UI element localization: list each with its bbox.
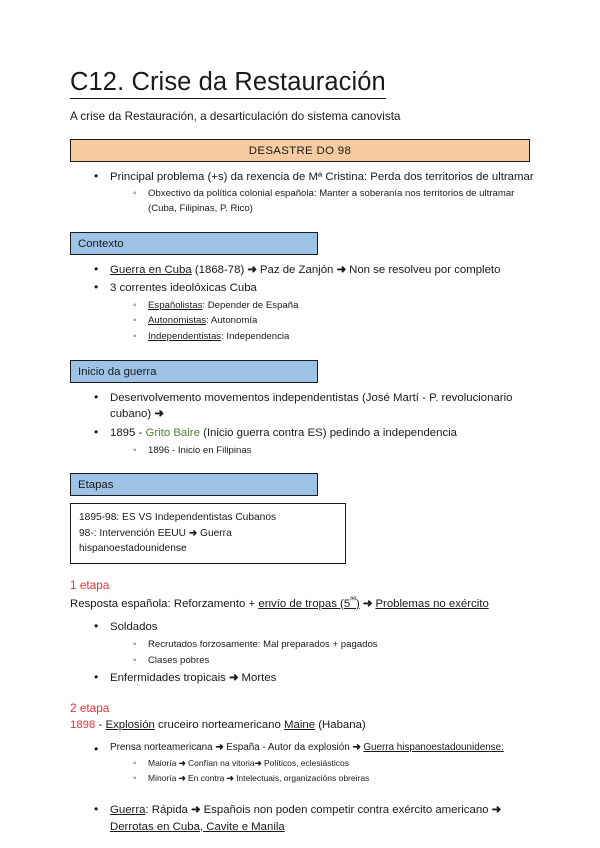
etapa-1-term-envio-tropas-text: envío de tropas (5 bbox=[258, 597, 351, 610]
list-item bbox=[110, 670, 538, 687]
contexto-bullet-2: • 3 correntes ideolóxicas Cuba bbox=[110, 280, 538, 297]
etapa-2-sub-maioria-pre: Maioría bbox=[148, 758, 179, 769]
contexto-corrente-1-def: : Depender de España bbox=[202, 299, 299, 311]
etapa-2-bullet-2-mid: : Rápida bbox=[145, 803, 192, 816]
etapa-1-bullet-1: • Soldados bbox=[110, 619, 538, 636]
etapa-1-term-envio-tropas-sup: ªª bbox=[350, 594, 356, 604]
arrow-icon: ➜ bbox=[352, 741, 361, 753]
page-title-wrap bbox=[70, 68, 538, 101]
contexto-corrente-1-term: Españolistas bbox=[148, 299, 203, 311]
etapa-2-lead bbox=[70, 717, 538, 734]
etapa-1-term-problemas-exercito: Problemas no exército bbox=[375, 597, 489, 610]
etapa-1-bullet-2-pre: Enfermidades tropicais bbox=[110, 672, 230, 685]
list-item bbox=[110, 741, 538, 785]
arrow-icon: ➜ bbox=[336, 263, 346, 276]
contexto-corrente-3-def: : Independencia bbox=[221, 330, 290, 342]
list-item bbox=[148, 444, 538, 459]
etapa-2-term-derrotas: Derrotas en Cuba, Cavite e Manila bbox=[110, 820, 285, 833]
etapa-2-sub-minoria-pre: Minoría bbox=[148, 772, 179, 783]
etapa-2-sub-maioria-end: Políticos, eclesiásticos bbox=[261, 758, 349, 769]
etapa-2-bullet-1-mid: España - Autor da explosión bbox=[223, 741, 353, 753]
inicio-bullet-2-sub-1: ◦ 1896 - Inicio en Filipinas bbox=[148, 444, 538, 459]
contexto-corrente-2-term: Autonomistas bbox=[148, 315, 207, 327]
list-item bbox=[110, 262, 538, 279]
list-item bbox=[110, 425, 538, 458]
list-item bbox=[110, 619, 538, 668]
etapa-2-term-guerra: Guerra bbox=[110, 803, 146, 816]
arrow-icon: ➜ bbox=[188, 527, 198, 539]
etapa-1-lead bbox=[70, 594, 538, 612]
etapa-2-sub-minoria-mid: En contra bbox=[185, 772, 227, 783]
arrow-icon: ➜ bbox=[491, 803, 502, 816]
arrow-icon: ➜ bbox=[362, 597, 373, 610]
heading-etapa-2: 2 etapa bbox=[70, 701, 110, 715]
contexto-bullet-1 bbox=[110, 262, 538, 279]
list-item bbox=[148, 330, 538, 345]
etapas-detail-box bbox=[70, 503, 346, 564]
etapas-box-line-2-pre: 98-: Intervención EEUU bbox=[79, 527, 189, 539]
inicio-bullet-2 bbox=[110, 425, 538, 442]
etapa-1-bullet-1-sub-1: ◦ Recrutados forzosamente: Mal preparados + pagados bbox=[148, 638, 538, 653]
etapa-2-bullet-2-mid2: Españois non poden competir contra exército americano bbox=[200, 803, 492, 816]
list-item bbox=[110, 390, 538, 424]
sublist-inicio bbox=[110, 444, 538, 459]
spacer bbox=[70, 787, 538, 795]
etapa-2-bullet-1 bbox=[110, 741, 538, 756]
page-subtitle: A crise da Restauración, a desarticulación do sistema canovista bbox=[70, 109, 401, 123]
arrow-icon: ➜ bbox=[247, 263, 257, 276]
banner-etapas: Etapas bbox=[70, 473, 318, 496]
etapa-2-sub-minoria bbox=[148, 772, 538, 785]
list-contexto bbox=[70, 262, 538, 345]
list-item bbox=[148, 772, 538, 785]
etapas-box-line-2-post: Guerra hispanoestadounidense bbox=[79, 527, 232, 555]
contexto-term-guerra-en-cuba: Guerra en Cuba bbox=[110, 263, 192, 276]
etapa-1-lead-pre: Resposta española: Reforzamento + bbox=[70, 597, 259, 610]
contexto-corrente-3-term: Independentistas bbox=[148, 330, 222, 342]
arrow-icon: ➜ bbox=[178, 758, 186, 769]
sublist-etapa-1-soldados bbox=[110, 638, 538, 668]
etapa-2-lead-year: 1898 bbox=[70, 719, 96, 731]
inicio-bullet-1 bbox=[110, 390, 538, 424]
list-item bbox=[148, 314, 538, 329]
etapas-box-line-1: 1895-98: ES VS Independentistas Cubanos bbox=[79, 512, 277, 524]
etapa-2-term-maine: Maine bbox=[284, 719, 316, 731]
list-item bbox=[148, 638, 538, 653]
page-title: C12. Crise da Restauración bbox=[70, 68, 386, 99]
list-item bbox=[110, 280, 538, 345]
list-desastre bbox=[70, 169, 538, 217]
contexto-corrente-2 bbox=[148, 314, 538, 329]
list-item bbox=[110, 802, 538, 836]
arrow-icon: ➜ bbox=[154, 408, 164, 421]
inicio-bullet-2-pre: 1895 - bbox=[110, 426, 146, 439]
etapa-1-bullet-1-sub-2: ◦ Clases pobres bbox=[148, 654, 538, 669]
sublist-etapa-2-prensa bbox=[110, 757, 538, 784]
contexto-bullet-1-dates: (1868-78) bbox=[191, 263, 248, 276]
etapa-2-bullet-2 bbox=[110, 802, 538, 836]
inicio-bullet-2-post: (Inicio guerra contra ES) pedindo a independencia bbox=[199, 426, 458, 439]
etapa-2-term-guerra-hispanoestadounidense: Guerra hispanoestadounidense: bbox=[363, 741, 504, 753]
arrow-icon: ➜ bbox=[215, 741, 224, 753]
contexto-bullet-1-end: Non se resolveu por completo bbox=[345, 263, 501, 276]
desastre-bullet-1: • Principal problema (+s) da rexencia de Mª Cristina: Perda dos territorios de ultramar bbox=[110, 169, 538, 186]
banner-contexto: Contexto bbox=[70, 232, 318, 255]
etapa-2-sub-maioria-mid: Confían na vitoria bbox=[185, 758, 255, 769]
sublist-desastre bbox=[110, 187, 538, 216]
etapa-2-lead-mid: cruceiro norteamericano bbox=[154, 719, 285, 731]
list-item bbox=[148, 654, 538, 669]
etapa-2-bullet-1-pre: Prensa norteamericana bbox=[110, 741, 216, 753]
list-item bbox=[148, 757, 538, 770]
etapa-1-bullet-2-post: Mortes bbox=[238, 672, 277, 685]
banner-desastre-do-98: DESASTRE DO 98 bbox=[70, 139, 530, 162]
etapa-1-term-envio-tropas bbox=[258, 594, 360, 610]
etapa-2-lead-dash: - bbox=[95, 719, 106, 731]
contexto-corrente-3 bbox=[148, 330, 538, 345]
banner-inicio-da-guerra: Inicio da guerra bbox=[70, 360, 318, 383]
list-etapa-2 bbox=[70, 741, 538, 785]
arrow-icon: ➜ bbox=[254, 758, 262, 769]
sublist-contexto-correntes bbox=[110, 299, 538, 345]
etapa-1-term-envio-tropas-end: ) bbox=[355, 597, 360, 610]
inicio-term-grito-baire: Grito Baire bbox=[145, 426, 200, 439]
etapa-2-lead-end: (Habana) bbox=[315, 719, 366, 731]
inicio-bullet-1-text: Desenvolvemento movementos independentistas (José Martí - P. revolucionario cubano) bbox=[110, 391, 513, 421]
list-etapa-2-guerra bbox=[70, 802, 538, 836]
list-item bbox=[148, 187, 538, 216]
heading-etapa-1: 1 etapa bbox=[70, 577, 110, 592]
list-item bbox=[110, 169, 538, 217]
list-etapa-1 bbox=[70, 619, 538, 687]
etapa-2-term-explosion: Explosión bbox=[105, 719, 155, 731]
arrow-icon: ➜ bbox=[226, 772, 234, 783]
etapa-1-bullet-2 bbox=[110, 670, 538, 687]
contexto-corrente-1 bbox=[148, 299, 538, 314]
contexto-bullet-1-mid: Paz de Zanjón bbox=[256, 263, 337, 276]
contexto-corrente-2-def: : Autonomía bbox=[206, 315, 258, 327]
arrow-icon: ➜ bbox=[191, 803, 201, 816]
arrow-icon: ➜ bbox=[178, 772, 186, 783]
arrow-icon: ➜ bbox=[229, 672, 239, 685]
list-item bbox=[148, 299, 538, 314]
etapa-2-sub-minoria-end: Intelectuais, organizacións obreiras bbox=[233, 772, 370, 783]
etapa-2-sub-maioria bbox=[148, 757, 538, 770]
etapas-box-line-2 bbox=[79, 526, 337, 557]
list-inicio bbox=[70, 390, 538, 459]
desastre-bullet-1-sub-1: ◦ Obxectivo da política colonial española: Manter a soberanía nos territorios de ultramar (Cuba, Filipinas, P. Rico) bbox=[148, 187, 538, 216]
